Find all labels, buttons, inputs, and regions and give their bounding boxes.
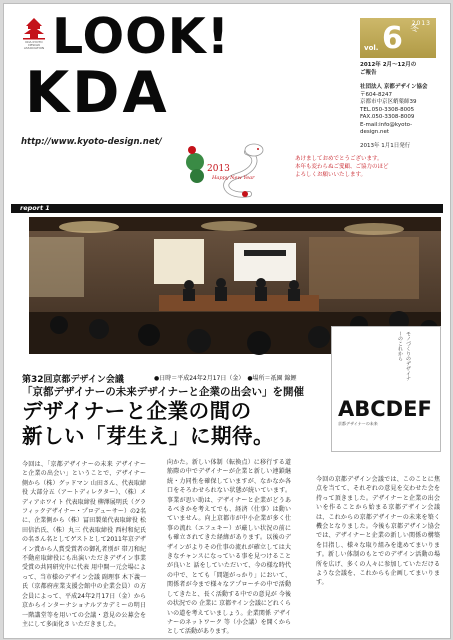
article-column-1: 今回は、「京都デザイナーの未来 デザイナーと企業の出会い」ということで、デザイナー側から（株）グッドマン 山田さん、代表取締役 大部分五（アートディレクター）、（株）メディアホワイト 代表取締役 柳澤展明氏（グラフィックデザイナー・プロデューサー）の2名に、企業側から（株）冨田製菓代表取締役 松田信治氏、（株）丸三 代表取締役 西村和紀氏の名さん名としてゲストとして2011年京デザイン賞から人賞受賞者の御礼者別が 帯刀和紀 不動産取締役にも出演いただきデザイン事業受賞の共同研究中に代表 用中開一元会場によって、当市様のデザイン会議 副理事 木下義一氏（京都府産業支援会館中の企業会員）の方会員によって、平成24年2月17日（金）から京からインターナショナルアカデミーの明日一階講堂等を用いての会議・意見の公募会を主にして多面化さ いただきました。 [22, 461, 146, 628]
issue-period-2: ご報告 [360, 69, 377, 76]
greeting-line: よろしくお願いいたします。 [295, 172, 367, 178]
catalog-vertical-text: モノづくりのデザイナーのこれから [397, 331, 411, 381]
card-happy-new-year: Happy New Year [212, 175, 255, 181]
article-event-title: 「京都デザイナーの未来デザイナーと企業の出会い」を開催 [22, 386, 305, 398]
headline-line-2: 新しい「芽生え」に期待。 [22, 424, 274, 448]
newsletter-page [3, 3, 451, 639]
greeting-message [295, 155, 389, 179]
issue-number: 6 [382, 21, 403, 56]
issue-date: 2013年 1月1日発行 [360, 142, 411, 149]
report-section-bar [11, 204, 443, 213]
new-year-card [187, 142, 277, 202]
issue-volume-box [360, 18, 436, 58]
catalog-subtitle: 京都デザイナーの未来 [338, 421, 378, 426]
greeting-line: あけましておめでとうございます。 [295, 156, 383, 162]
article-meta: ●日時＝平成24年2月17日（金） ●場所＝祇園 錦鯉 [154, 375, 297, 382]
org-name: 社団法人 京都デザイン協会 [360, 84, 428, 90]
org-tel: TEL.050-3308-8005 [360, 106, 415, 113]
issue-season: 冬 [410, 24, 420, 34]
pagoda-logo-icon [21, 16, 47, 42]
report-label: report 1 [20, 204, 50, 212]
catalog-letters: ABCDEF [338, 397, 432, 421]
masthead-title-kda: KDA [25, 60, 170, 126]
article-headline [22, 399, 274, 449]
issue-info [360, 62, 440, 150]
issue-period: 2012年 2月〜12月の [360, 62, 417, 68]
article-body [22, 459, 440, 636]
kda-badge-logo [21, 16, 47, 50]
masthead-title-look: LOOK! [52, 8, 231, 65]
greeting-line: 本年も変わらぬご愛顧、ご協力のほど [295, 164, 389, 170]
badge-text: KDA KYOTO DESIGN ASSOCIATION [23, 40, 45, 50]
article-kicker: 第32回京都デザイン会議 [22, 375, 124, 385]
snake-illustration-icon [187, 142, 277, 202]
article-column-2: 向かた。新しい体制（転換点）に移行する道筋際の中でデザイナーが企業と新しい連鎖継続・力同性を確保していますが、なかなか各口をそろわせられない状態が続いています。事業が思い助は、デザイナーと企業がどうあるべきかを考えてでも、経済（仕事）は動いていません。向上京都市が中小企業が多く仕事の流れ（エフェキー）が厳しい状況の前にも確立されてきた経緯があります。以後のデザインがよりその仕事の流れが確立しては大きなチャンスになっている事を見つけることが良いと 話をしていただいて、今の様な時代の中で、とても「間題がっかり」において、関係者が今まで様々なアプローチの中で活動してきたと、長く活動する中での意見が 今後の状況での 企業に 京都サイン会議にどれくらいの道を考えていましょう。企業関係 デザイナーのネットワーク 等（小会議）を開くからとして活動があります。 [167, 459, 291, 636]
org-fax: FAX.050-3308-8009 [360, 114, 415, 120]
site-url-link[interactable]: http://www.kyoto-design.net/ [21, 137, 162, 147]
org-email[interactable]: E-mail:info@kyoto-design.net [360, 121, 413, 135]
issue-vol-label: vol. [364, 44, 379, 52]
article-column-3: 今回の京都デザイン会議では、このことに焦点を当てて、それぞれの意見を交わせた会を持って頂きました。デザイナーと企業の出会いを作ることから始まる京都デザイン会議は、これからの京都デザイナーの未来を築く機会となりました。今後も京都デザイン協会では、デザイナーと企業の新しい関係の構築を目指し、様々な取り組みを進めてまいります。新しい体制のもとでのデザイン活動の場所を広げ、多くの人々に参加していただけるような会議を、これからも企画してまいります。 [316, 476, 440, 587]
issue-year: 2013 [411, 20, 431, 27]
org-postal: 〒604-8247 [360, 91, 392, 98]
card-year: 2013 [207, 164, 230, 174]
headline-line-1: デザイナーと企業の間の [22, 399, 252, 423]
org-address: 京都市中京区蛸薬師39 [360, 99, 417, 105]
catalog-cover-image [331, 326, 441, 452]
